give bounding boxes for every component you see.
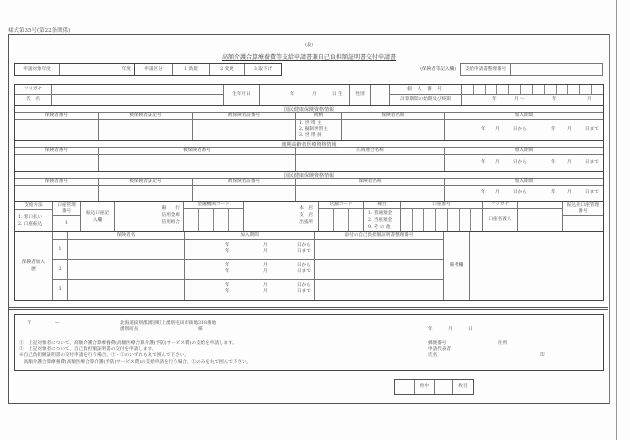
bank-type-bank: 銀 行 bbox=[161, 206, 180, 211]
history-period-header: 加入期間 bbox=[185, 232, 315, 240]
from-month: 月 bbox=[263, 243, 268, 248]
payment-row bbox=[15, 201, 603, 231]
furigana-field[interactable] bbox=[52, 85, 224, 95]
to-day: 日まで bbox=[585, 190, 599, 195]
history-insurer-field[interactable] bbox=[68, 280, 185, 300]
year-label: 申請対象年度 bbox=[15, 64, 60, 75]
dob-day: 日 生 bbox=[332, 92, 343, 97]
attached-cert-field[interactable] bbox=[315, 260, 444, 280]
from-day: 日から bbox=[513, 190, 527, 195]
account-mgmt-value[interactable]: 1 bbox=[53, 216, 81, 231]
from-month: 月 bbox=[263, 283, 268, 288]
nhi-col-card-symbol: 被保険者証記号 bbox=[99, 113, 193, 120]
year-suffix: 年度 bbox=[121, 66, 131, 72]
honorific: 様 bbox=[198, 327, 203, 332]
holder-name-field[interactable] bbox=[518, 209, 563, 231]
form-title: 高額介護合算療養費等支給申請書兼自己負担額証明書交付申請書 bbox=[221, 53, 396, 61]
to-year: 年 bbox=[225, 269, 230, 274]
account-no-field[interactable] bbox=[401, 209, 483, 231]
application-header bbox=[14, 63, 282, 76]
to-year: 年 bbox=[551, 160, 556, 165]
elderly-col-period: 加入期間 bbox=[445, 148, 603, 155]
sex-label: 性別 bbox=[350, 85, 371, 105]
nhi2-col-insurer-no: 保険者番号 bbox=[15, 179, 99, 186]
branch-type-office: 出張所 bbox=[299, 220, 313, 225]
mgmt-number-label: 支給申請書整理番号 bbox=[461, 64, 511, 75]
from-year: 年 bbox=[225, 243, 230, 248]
branch-code-field[interactable] bbox=[319, 209, 364, 231]
seal-label: 印 bbox=[540, 353, 545, 358]
history-no-header bbox=[53, 232, 68, 240]
type-option-new[interactable]: 1 新規 bbox=[173, 64, 210, 75]
dob-field[interactable] bbox=[260, 85, 350, 105]
from-day: 日から bbox=[297, 283, 311, 288]
from-day: 日から bbox=[513, 127, 527, 132]
account-type-other: 9. そ の 他 bbox=[368, 225, 391, 230]
type-label: 申請区分 bbox=[135, 64, 173, 75]
to-month: 月 bbox=[263, 269, 268, 274]
address-label: 住所 bbox=[498, 341, 508, 346]
dob-label: 生年月日 bbox=[224, 85, 260, 105]
nhi-card-no-field[interactable] bbox=[193, 120, 296, 140]
nhi2-card-no-field[interactable] bbox=[193, 186, 296, 201]
statement-1[interactable]: ① 上記対象者について、高額介護合算療養費(高額医療合算介護(予防)サービス費)の支給を申請します。 bbox=[19, 341, 237, 346]
nhi2-insurer-no-field[interactable] bbox=[15, 186, 99, 201]
bank-code-field[interactable] bbox=[184, 209, 244, 231]
nhi2-card-symbol-field[interactable] bbox=[99, 186, 193, 201]
sheet-number-field[interactable] bbox=[435, 380, 453, 394]
history-period-field[interactable] bbox=[185, 240, 315, 260]
method-transfer: 2. 口座振込 bbox=[18, 222, 43, 227]
branch-type-main: 本 店 bbox=[299, 206, 313, 211]
bank-type-shinkin: 信用金庫 bbox=[161, 213, 180, 218]
method-counter: 1. 窓口払い bbox=[18, 215, 43, 220]
to-day: 日まで bbox=[297, 249, 311, 254]
nhi2-period-field[interactable] bbox=[445, 186, 603, 201]
date-year: 年 bbox=[428, 327, 433, 332]
relation-deemed-head: 2. 擬制世帯主 bbox=[299, 127, 328, 132]
holder-furigana-label: フリガナ bbox=[483, 202, 518, 209]
addressee: 湧別町長 bbox=[120, 327, 139, 332]
application-box bbox=[14, 314, 604, 371]
statements bbox=[19, 341, 251, 366]
history-row-1 bbox=[53, 240, 444, 260]
history-insurer-header: 保険者名 bbox=[68, 232, 185, 240]
account-type-label: 種目 bbox=[364, 202, 401, 209]
id-number-field[interactable] bbox=[462, 85, 603, 95]
period-month-to: 月 bbox=[587, 97, 592, 102]
from-year: 年 bbox=[481, 190, 486, 195]
history-period-field[interactable] bbox=[185, 280, 315, 300]
attached-cert-field[interactable] bbox=[315, 240, 444, 260]
to-month: 月 bbox=[567, 190, 572, 195]
holder-label: 口座名義人 bbox=[483, 209, 518, 231]
history-row-no: 3 bbox=[53, 280, 68, 300]
date-month: 月 bbox=[448, 327, 453, 332]
office-address: 北海道紋別郡湧別町上湧別屯田市街地318番地 bbox=[120, 321, 217, 326]
history-row-no: 2 bbox=[53, 260, 68, 280]
elderly-insurer-no-field[interactable] bbox=[15, 155, 99, 171]
applicant-name-label: 氏名 bbox=[428, 353, 438, 358]
dob-year: 年 bbox=[290, 92, 295, 97]
dob-month: 月 bbox=[312, 92, 317, 97]
postal-mark: 〒 bbox=[27, 321, 32, 326]
remarks-field[interactable] bbox=[470, 232, 603, 300]
nhi2-col-insurer-name: 保険者名称 bbox=[296, 179, 445, 186]
to-month: 月 bbox=[263, 249, 268, 254]
account-no-label: 口座番号 bbox=[401, 202, 483, 209]
bank-type-options[interactable] bbox=[115, 202, 184, 231]
from-year: 年 bbox=[481, 160, 486, 165]
elderly-col-union: 広域連合名称 bbox=[296, 148, 445, 155]
year-field[interactable] bbox=[60, 64, 135, 75]
nhi-relation-options[interactable] bbox=[296, 120, 342, 140]
to-month: 月 bbox=[263, 289, 268, 294]
to-month: 月 bbox=[567, 127, 572, 132]
date-day: 日 bbox=[468, 327, 473, 332]
furigana-label: フリガナ bbox=[15, 85, 52, 95]
transfer-label: 振込口座記入欄 bbox=[81, 202, 115, 231]
statement-note-1: ※自己負担額証明書の交付申請を行う場合、①・②のいずれも丸で囲んで下さい。 bbox=[19, 353, 189, 359]
statement-2[interactable]: ② 上記対象者について、自己負担額証明書の交付を申請します。 bbox=[19, 347, 157, 353]
history-row-3 bbox=[53, 280, 444, 300]
statement-note-2: 高額介護合算療養費(高額医療合算介護(予防)サービス費)の支給申請を行う場合、①のみを丸で囲んで下さい。 bbox=[19, 359, 252, 365]
elderly-col-insurer-no: 保険者番号 bbox=[15, 148, 99, 155]
elderly-union-field[interactable] bbox=[296, 155, 445, 171]
from-day: 日から bbox=[297, 243, 311, 248]
from-year: 年 bbox=[225, 263, 230, 268]
bank-type-kumiai: 信用組合 bbox=[161, 220, 180, 225]
nhi2-col-period: 加入期間 bbox=[445, 179, 603, 186]
from-month: 月 bbox=[263, 263, 268, 268]
nhi-col-period: 加入期間 bbox=[445, 113, 603, 120]
sheet-number-label: 枚目 bbox=[458, 384, 468, 389]
from-year: 年 bbox=[481, 127, 486, 132]
history-period-field[interactable] bbox=[185, 260, 315, 280]
postal-code-label: 郵便番号 bbox=[428, 341, 447, 346]
to-month: 月 bbox=[567, 160, 572, 165]
form-number: 様式第35号(第22条関係) bbox=[8, 28, 71, 34]
to-day: 日まで bbox=[585, 127, 599, 132]
side-label: (表) bbox=[305, 43, 313, 48]
period-month-from: 月 〜 bbox=[514, 97, 525, 102]
period-field[interactable] bbox=[462, 95, 603, 105]
nhi-col-insurer-no: 保険者番号 bbox=[15, 113, 99, 120]
nhi2-col-card-no: 被保険者証番号 bbox=[193, 179, 296, 186]
account-type-current: 2. 当座預金 bbox=[368, 218, 393, 223]
section-separator bbox=[9, 307, 608, 310]
payment-method-options[interactable] bbox=[15, 210, 53, 231]
remarks-label: 備考欄 bbox=[444, 232, 470, 300]
nhi-period-field[interactable] bbox=[445, 120, 603, 140]
to-day: 日まで bbox=[297, 269, 311, 274]
holder-furigana-field[interactable] bbox=[518, 202, 563, 209]
to-day: 日まで bbox=[585, 160, 599, 165]
history-insurer-field[interactable] bbox=[68, 260, 185, 280]
elderly-insured-no-field[interactable] bbox=[99, 155, 296, 171]
nhi-col-card-no: 被保険者証番号 bbox=[193, 113, 296, 120]
elderly-period-field[interactable] bbox=[445, 155, 603, 171]
nhi-card-symbol-field[interactable] bbox=[99, 120, 193, 140]
history-row-no: 1 bbox=[53, 240, 68, 260]
history-insurer-field[interactable] bbox=[68, 240, 185, 260]
account-type-options[interactable] bbox=[364, 209, 401, 231]
period-year-from: 年 bbox=[492, 97, 497, 102]
period-year-to: 年 bbox=[552, 97, 557, 102]
mgmt-number-box bbox=[460, 63, 603, 76]
nhi-section-title: 国民健康保険資格情報 bbox=[15, 105, 603, 113]
history-row-2 bbox=[53, 260, 444, 280]
attached-cert-header: 添付の自己負担額証明書整理番号 bbox=[315, 232, 444, 240]
name-label: 氏 名 bbox=[15, 95, 52, 105]
from-day: 日から bbox=[513, 160, 527, 165]
nhi2-insurer-name-field[interactable] bbox=[296, 186, 445, 201]
bank-code-label: 金融機関コード bbox=[184, 202, 244, 209]
from-month: 月 bbox=[495, 127, 500, 132]
dest-mgmt-label: 振込先口座管理番号 bbox=[563, 202, 603, 216]
total-sheets-field[interactable] bbox=[395, 380, 415, 394]
nhi-insurer-name-field[interactable] bbox=[342, 120, 445, 140]
history-label: 保険者加入歴 bbox=[15, 232, 53, 300]
from-month: 月 bbox=[495, 160, 500, 165]
id-number-label: 個 人 番 号 bbox=[390, 85, 462, 95]
to-year: 年 bbox=[551, 190, 556, 195]
mgmt-number-field[interactable] bbox=[511, 64, 602, 75]
nhi-col-insurer-name: 保険者名称 bbox=[342, 113, 445, 120]
attached-cert-field[interactable] bbox=[315, 280, 444, 300]
type-option-change[interactable]: 2 変更 bbox=[210, 64, 245, 75]
from-day: 日から bbox=[297, 263, 311, 268]
relation-member: 3. 世 帯 員 bbox=[299, 133, 322, 138]
elderly-section-title: 後期高齢者医療資格情報 bbox=[15, 140, 603, 148]
nhi-insurer-no-field[interactable] bbox=[15, 120, 99, 140]
insurer-note: (保険者等記入欄) bbox=[420, 66, 456, 72]
to-year: 年 bbox=[225, 289, 230, 294]
from-year: 年 bbox=[225, 283, 230, 288]
name-field[interactable] bbox=[52, 95, 224, 105]
total-sheets-label: 枚中 bbox=[415, 380, 435, 394]
account-type-ordinary: 1. 普通預金 bbox=[368, 211, 393, 216]
page-edge bbox=[616, 0, 617, 440]
relation-head: 1. 世 帯 主 bbox=[299, 121, 322, 126]
form-page bbox=[8, 34, 610, 404]
postal-dash: — bbox=[55, 321, 60, 326]
nhi-col-relation: 続柄 bbox=[296, 113, 342, 120]
from-month: 月 bbox=[495, 190, 500, 195]
dest-mgmt-field[interactable] bbox=[563, 216, 603, 231]
payment-method-label: 支給方法 bbox=[15, 202, 53, 210]
representative-label: 申請代表者 bbox=[428, 347, 451, 352]
page-count-box bbox=[394, 379, 474, 395]
account-mgmt-label: 口座管理番号 bbox=[53, 202, 81, 216]
type-option-withdraw[interactable]: 3 取下げ bbox=[253, 66, 273, 72]
sex-field[interactable] bbox=[371, 85, 390, 105]
nhi2-col-card-symbol: 被保険者証記号 bbox=[99, 179, 193, 186]
elderly-col-insured-no: 被保険者番号 bbox=[99, 148, 296, 155]
period-label: 計算期間の始期及び終期 bbox=[390, 95, 462, 105]
branch-type-branch: 支 店 bbox=[299, 213, 313, 218]
branch-code-label: 店舗コード bbox=[319, 202, 364, 209]
to-day: 日まで bbox=[297, 289, 311, 294]
nhi2-section-title: 国民健康保険資格情報 bbox=[15, 171, 603, 179]
main-table bbox=[14, 84, 604, 301]
branch-type-options[interactable] bbox=[244, 202, 319, 231]
to-year: 年 bbox=[225, 249, 230, 254]
to-year: 年 bbox=[551, 127, 556, 132]
history-section bbox=[15, 231, 603, 300]
